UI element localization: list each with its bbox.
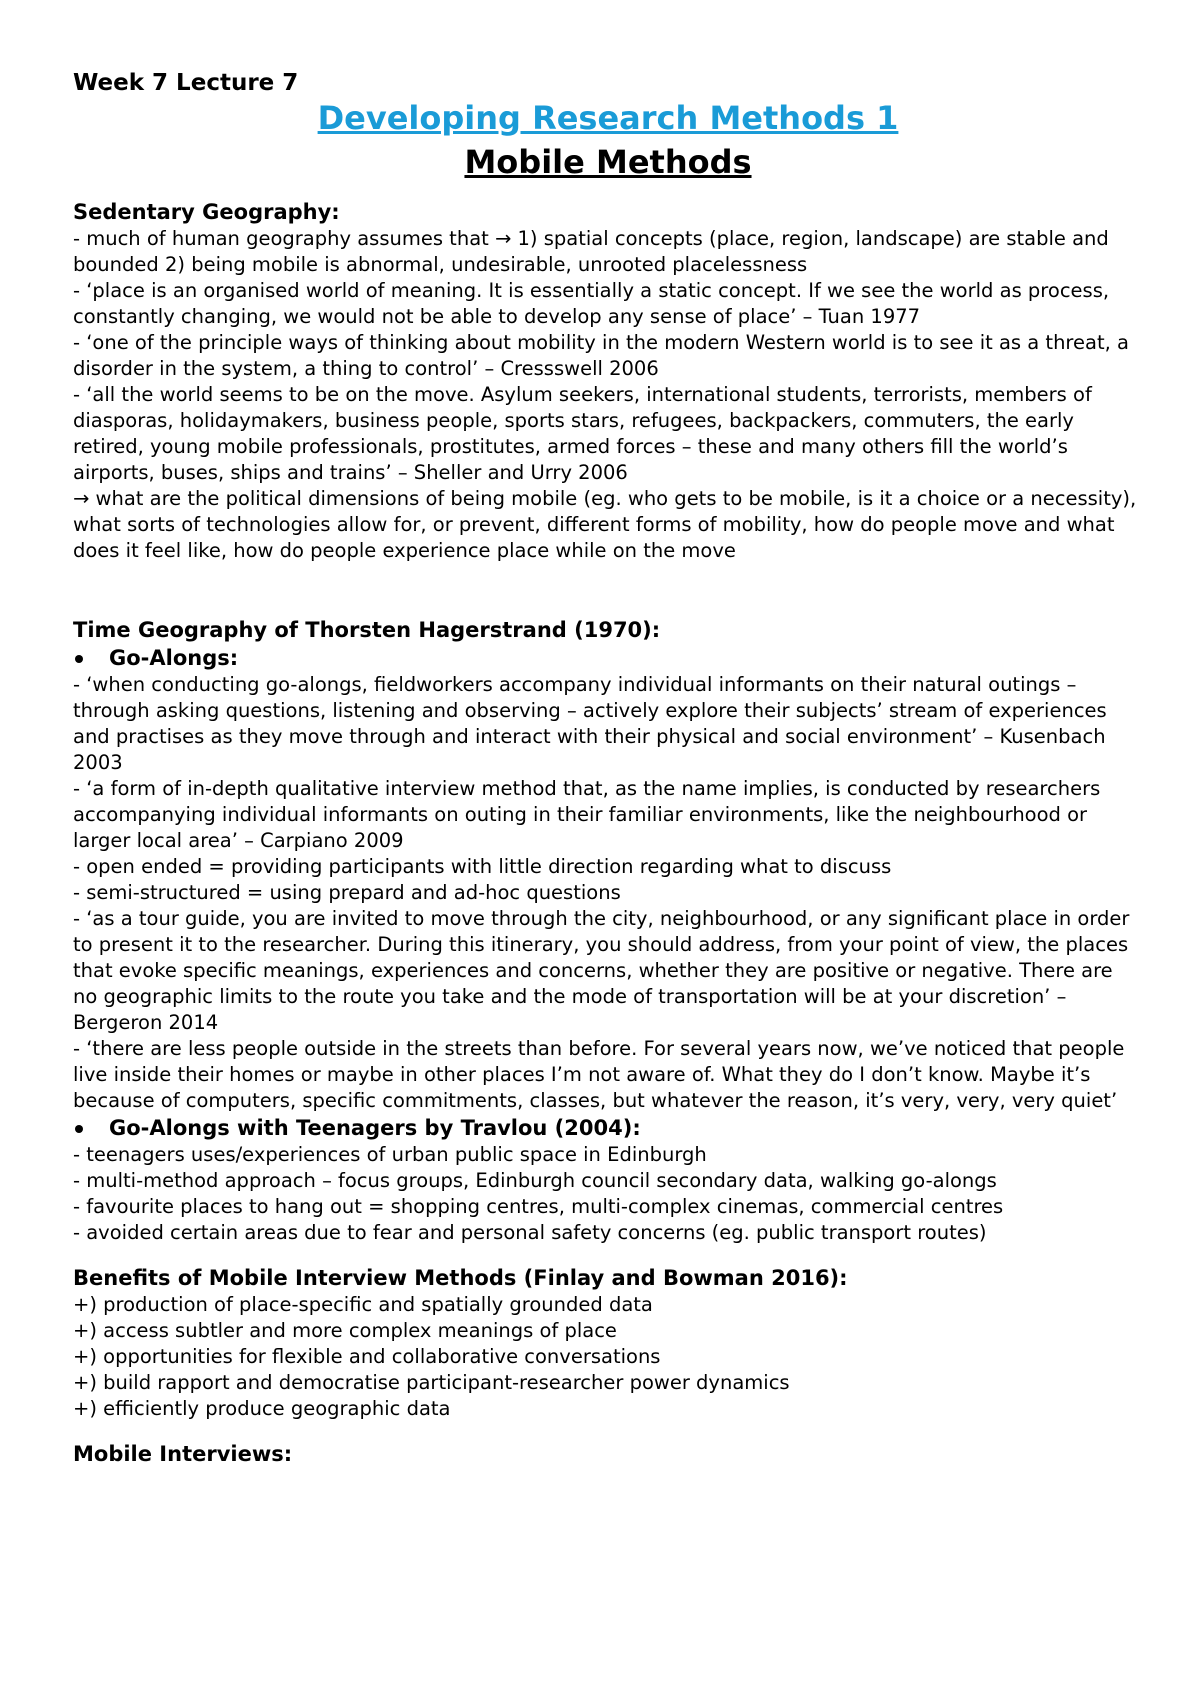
paragraph: - open ended = providing participants with little direction regarding what to discuss [73, 855, 892, 878]
section-heading: Sedentary Geography: [73, 200, 340, 224]
bullet-label: Go-Alongs with Teenagers by Travlou (2004): [109, 1116, 641, 1140]
list-item: +) access subtler and more complex meanings of place [73, 1319, 617, 1342]
spacer [73, 1246, 1143, 1264]
document-subtitle: Mobile Methods [464, 143, 752, 181]
bullet-heading [73, 644, 1143, 672]
paragraph: - ‘place is an organised world of meaning. It is essentially a static concept. If we see the world as process, constantly changing, we would not be able to develop any sense of place’ – Tuan 1977 [73, 279, 1110, 328]
paragraph: - ‘there are less people outside in the streets than before. For several years now, we’ve noticed that people live inside their homes or maybe in other places I’m not aware of. What they do I don’t know. Maybe it’s because of computers, specific commitments, classes, but whatever the reason, it’s very, very, very quiet’ [73, 1037, 1125, 1112]
paragraph: - multi-method approach – focus groups, Edinburgh council secondary data, walking go-alongs [73, 1169, 997, 1192]
paragraph: - ‘when conducting go-alongs, fieldworkers accompany individual informants on their natural outings – through asking questions, listening and observing – actively explore their subjects’ stream of experiences and practises as they move through and interact with their physical and social environment’ – Kusenbach 2003 [73, 673, 1107, 774]
section-mobile-interviews [73, 1440, 1143, 1468]
paragraph: - ‘a form of in-depth qualitative interview method that, as the name implies, is conducted by researchers accompanying individual informants on outing in their familiar environments, like the neighbourhood or larger local area’ – Carpiano 2009 [73, 777, 1101, 852]
paragraph: → what are the political dimensions of being mobile (eg. who gets to be mobile, is it a choice or a necessity), what sorts of technologies allow for, or prevent, different forms of mobility, how do people move and what does it feel like, how do people experience place while on the move [73, 487, 1137, 562]
section-sedentary [73, 198, 1143, 564]
paragraph: - ‘as a tour guide, you are invited to move through the city, neighbourhood, or any significant place in order to present it to the researcher. During this itinerary, you should address, from your point of view, the places that evoke specific meanings, experiences and concerns, whether they are positive or negative. There are no geographic limits to the route you take and the mode of transportation will be at your discretion’ – Bergeron 2014 [73, 907, 1130, 1034]
section-benefits [73, 1264, 1143, 1422]
section-heading: Mobile Interviews: [73, 1442, 293, 1466]
spacer [73, 1422, 1143, 1440]
bullet-heading [73, 1114, 1143, 1142]
bullet-label: Go-Alongs: [109, 646, 239, 670]
section-time-geography [73, 616, 1143, 1246]
section-heading: Time Geography of Thorsten Hagerstrand (1970): [73, 618, 661, 642]
paragraph: - favourite places to hang out = shopping centres, multi-complex cinemas, commercial centres [73, 1195, 1004, 1218]
document-title[interactable]: Developing Research Methods 1 [317, 99, 899, 137]
list-item: +) production of place-specific and spatially grounded data [73, 1293, 653, 1316]
paragraph: - avoided certain areas due to fear and personal safety concerns (eg. public transport routes) [73, 1221, 987, 1244]
paragraph: - ‘one of the principle ways of thinking about mobility in the modern Western world is to see it as a threat, a disorder in the system, a thing to control’ – Cressswell 2006 [73, 331, 1129, 380]
document-page [73, 68, 1143, 1468]
paragraph: - much of human geography assumes that → 1) spatial concepts (place, region, landscape) are stable and bounded 2) being mobile is abnormal, undesirable, unrooted placelessness [73, 227, 1109, 276]
bullet-icon [75, 1125, 83, 1133]
list-item: +) efficiently produce geographic data [73, 1397, 451, 1420]
list-item: +) build rapport and democratise participant-researcher power dynamics [73, 1371, 790, 1394]
week-heading: Week 7 Lecture 7 [73, 70, 299, 96]
paragraph: - teenagers uses/experiences of urban public space in Edinburgh [73, 1143, 707, 1166]
paragraph: - ‘all the world seems to be on the move. Asylum seekers, international students, terrorists, members of diasporas, holidaymakers, business people, sports stars, refugees, backpackers, commuters, the early retired, young mobile professionals, prostitutes, armed forces – these and many others fill the world’s airports, buses, ships and trains’ – Sheller and Urry 2006 [73, 383, 1092, 484]
spacer [73, 564, 1143, 616]
paragraph: - semi-structured = using prepard and ad-hoc questions [73, 881, 621, 904]
bullet-icon [75, 655, 83, 663]
section-heading: Benefits of Mobile Interview Methods (Finlay and Bowman 2016): [73, 1266, 848, 1290]
list-item: +) opportunities for flexible and collaborative conversations [73, 1345, 661, 1368]
